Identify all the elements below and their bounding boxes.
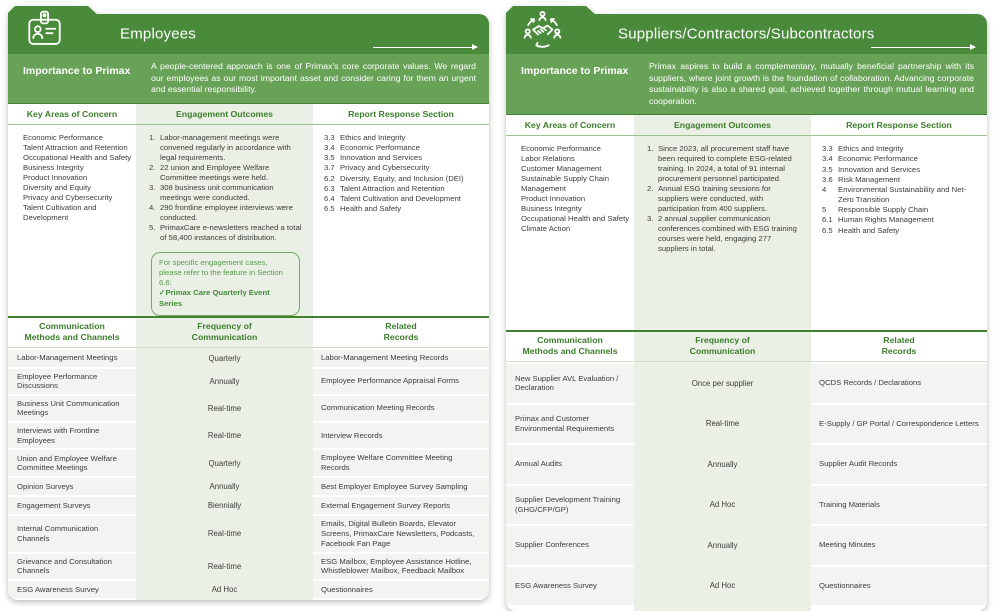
method-cell: Annual Audits [506, 445, 634, 484]
report-section-item [822, 165, 981, 175]
importance-text: A people-centered approach is one of Primax's core corporate values. We regard our employees as our most important asset and consider caring for them an urgent and essential responsibility. [151, 61, 476, 95]
report-section-item [324, 153, 483, 163]
employees-panel [8, 6, 489, 611]
report-section-number: 3.7 [324, 163, 335, 173]
report-section-label: Privacy and Cybersecurity [340, 163, 430, 173]
table-row [8, 450, 489, 476]
col-header-outcomes: Engagement Outcomes [673, 120, 772, 131]
report-section-item [324, 163, 483, 173]
key-areas-list [506, 136, 634, 330]
table-row [8, 369, 489, 394]
report-section-label: Innovation and Services [838, 164, 921, 174]
method-cell: ESG Awareness Survey [8, 581, 136, 598]
key-area-item: Talent Attraction and Retention [23, 143, 128, 152]
report-section-item [324, 184, 483, 194]
outcome-number: 2. [149, 163, 156, 172]
report-section-number: 5 [822, 205, 827, 215]
report-section-item [324, 143, 483, 153]
employees-header-bar [8, 14, 489, 54]
employees-panel-title: Employees [120, 25, 197, 43]
method-cell: Employee Performance Discussions [8, 369, 136, 394]
records-cell: Meeting Minutes [811, 526, 987, 565]
col-header-frequency: Frequency of Communication [191, 320, 258, 342]
table-row [8, 396, 489, 421]
method-cell: ESG Awareness Survey [506, 567, 634, 606]
outcome-item [149, 163, 302, 183]
employees-engagement-table [8, 103, 489, 316]
method-cell: Supplier Conferences [506, 526, 634, 565]
right-arrow-icon [373, 47, 477, 48]
method-cell: Supplier Development Training (GHG/CFP/GP) [506, 486, 634, 525]
key-area-item: Privacy and Cybersecurity [23, 193, 113, 202]
outcome-text: 22 union and Employee Welfare Committee meetings were held. [160, 163, 270, 182]
records-cell: Questionnaires [313, 581, 489, 598]
key-area-item: Economic Performance [23, 133, 103, 142]
suppliers-panel-title: Suppliers/Contractors/Subcontractors [618, 25, 875, 43]
frequency-cell: Quarterly [208, 353, 241, 363]
key-area-item: Product Innovation [23, 173, 88, 182]
suppliers-header-bar [506, 14, 987, 54]
table-row [8, 554, 489, 580]
report-section-item [822, 215, 981, 225]
engagement-table-body [8, 125, 489, 316]
outcome-item [647, 144, 800, 184]
records-cell: QCDS Records / Declarations [811, 364, 987, 403]
key-area-item: Climate Action [521, 224, 571, 234]
key-area-item: Occupational Health and Safety [521, 214, 630, 224]
report-section-label: Talent Attraction and Retention [340, 183, 445, 193]
table-row [8, 478, 489, 495]
table-row [506, 364, 987, 403]
key-area-item: Sustainable Supply Chain Management [521, 174, 610, 194]
outcome-number: 5. [149, 223, 156, 232]
method-cell: Interviews with Frontline Employees [8, 423, 136, 448]
report-section-item [822, 144, 981, 154]
report-section-item [324, 194, 483, 204]
engagement-callout [151, 252, 300, 316]
report-section-label: Innovation and Services [340, 153, 423, 163]
table-row [506, 405, 987, 444]
records-cell: Employee Welfare Committee Meeting Records [313, 450, 489, 476]
records-cell: Best Employer Employee Survey Sampling [313, 478, 489, 495]
table-row [8, 516, 489, 552]
outcome-number: 1. [647, 144, 654, 154]
report-section-label: Diversity, Equity, and Inclusion (DEI) [340, 173, 464, 183]
report-section-number: 3.3 [324, 133, 335, 142]
method-cell: Business Unit Communication Meetings [8, 396, 136, 421]
report-section-label: Health and Safety [838, 225, 900, 235]
outcome-item [647, 214, 800, 254]
report-section-number: 3.5 [822, 164, 833, 174]
method-cell: Internal Communication Channels [8, 516, 136, 552]
key-area-item: Occupational Health and Safety [23, 153, 132, 162]
col-header-report: Report Response Section [348, 109, 454, 119]
communication-table-header [8, 318, 489, 348]
outcome-item [149, 183, 302, 203]
frequency-cell: Real-time [207, 431, 242, 441]
records-cell: Questionnaires [811, 567, 987, 606]
records-cell: Interview Records [313, 423, 489, 448]
partnership-handshake-icon [521, 9, 564, 52]
report-section-item [324, 174, 483, 184]
key-area-item: Diversity and Equity [23, 183, 91, 192]
report-section-number: 6.5 [822, 225, 833, 235]
table-row [506, 567, 987, 606]
table-row [8, 350, 489, 367]
report-section-number: 3.4 [324, 143, 335, 153]
importance-label: Importance to Primax [521, 65, 629, 77]
importance-band [506, 54, 987, 114]
report-section-item [324, 204, 483, 214]
report-section-item [324, 133, 483, 143]
suppliers-panel [506, 6, 987, 611]
suppliers-card-body [506, 114, 987, 611]
method-cell: Grievance and Consultation Channels [8, 554, 136, 580]
outcomes-list [634, 136, 811, 330]
col-header-outcomes: Engagement Outcomes [175, 109, 274, 119]
col-header-key-areas: Key Areas of Concern [524, 120, 616, 131]
communication-rows [8, 348, 489, 599]
table-row [506, 486, 987, 525]
key-area-item: Labor Relations [521, 154, 575, 164]
table-row [506, 526, 987, 565]
frequency-cell: Annually [707, 459, 738, 469]
records-cell: Supplier Audit Records [811, 445, 987, 484]
suppliers-communication-table [506, 330, 987, 611]
method-cell: Labor-Management Meetings [8, 350, 136, 367]
suppliers-header [506, 6, 987, 54]
method-cell: Opinion Surveys [8, 478, 136, 495]
outcome-number: 3. [149, 183, 156, 192]
method-cell: Engagement Surveys [8, 497, 136, 514]
outcome-item [149, 203, 302, 223]
report-section-number: 3.4 [822, 154, 833, 164]
frequency-cell: Once per supplier [691, 378, 754, 388]
col-header-methods: Communication Methods and Channels [522, 335, 618, 357]
report-section-number: 6.2 [324, 173, 335, 183]
report-section-label: Economic Performance [340, 143, 420, 153]
records-cell: Emails, Digital Bulletin Boards, Elevator Screens, PrimaxCare Newsletters, Podcasts, Facebook Fan Page [313, 516, 489, 552]
frequency-cell: Biennially [207, 501, 242, 510]
frequency-cell: Ad Hoc [709, 500, 736, 510]
report-sections-list [811, 136, 987, 330]
report-section-item [822, 185, 981, 205]
report-section-item [822, 154, 981, 164]
col-header-report: Report Response Section [846, 120, 952, 131]
outcome-text: 308 business unit communication meetings were conducted. [160, 183, 274, 202]
col-header-records: Related Records [383, 320, 419, 342]
report-section-item [822, 175, 981, 185]
table-row [506, 445, 987, 484]
callout-highlight: ✓Primax Care Quarterly Event Series [159, 288, 270, 308]
method-cell: Primax and Customer Environmental Requirements [506, 405, 634, 444]
callout-text: For specific engagement cases, please refer to the feature in Section 6.6: [159, 258, 283, 288]
frequency-cell: Real-time [705, 419, 740, 429]
engagement-table-body [506, 136, 987, 330]
frequency-cell: Real-time [207, 403, 242, 413]
key-area-item: Business Integrity [521, 204, 582, 214]
suppliers-engagement-table [506, 114, 987, 330]
report-section-label: Ethics and Integrity [340, 133, 406, 142]
report-section-number: 3.6 [822, 174, 833, 184]
outcomes-items [149, 133, 302, 243]
report-section-item [822, 226, 981, 236]
importance-band [8, 54, 489, 103]
frequency-cell: Real-time [207, 561, 242, 571]
outcome-item [149, 223, 302, 243]
col-header-methods: Communication Methods and Channels [24, 320, 120, 342]
records-cell: ESG Mailbox, Employee Assistance Hotline, Whistleblower Mailbox, Feedback Mailbox [313, 554, 489, 580]
report-section-number: 6.5 [324, 204, 335, 214]
outcome-text: Annual ESG training sessions for suppliers were conducted, with participation from 400 suppliers. [658, 184, 771, 214]
importance-text: Primax aspires to build a complementary, mutually beneficial partnership with its suppliers, where joint growth is the foundation of collaboration. Advancing corporate sustainability is also a shared goal, achieved together through mutual learning and cooperation. [649, 61, 974, 106]
report-section-item [822, 205, 981, 215]
frequency-cell: Ad Hoc [709, 581, 736, 591]
key-areas-list [8, 125, 136, 316]
employees-communication-table [8, 316, 489, 600]
outcome-text: Labor-management meetings were convened regularly in accordance with legal requirements. [160, 133, 291, 162]
col-header-frequency: Frequency of Communication [689, 335, 756, 357]
key-area-item: Business Integrity [23, 163, 84, 172]
engagement-table-header [506, 114, 987, 136]
outcome-text: 290 frontline employee interviews were conducted. [160, 203, 293, 222]
records-cell: Training Materials [811, 486, 987, 525]
records-cell: External Engagement Survey Reports [313, 497, 489, 514]
frequency-cell: Quarterly [208, 458, 241, 468]
employees-card-body [8, 103, 489, 600]
key-area-item: Talent Cultivation and Development [23, 203, 97, 222]
outcome-text: PrimaxCare e-newsletters reached a total of 58,400 instances of distribution. [160, 223, 302, 242]
records-cell: Employee Performance Appraisal Forms [313, 369, 489, 394]
table-row [8, 581, 489, 598]
employees-header [8, 6, 489, 54]
outcome-number: 2. [647, 184, 654, 194]
frequency-cell: Annually [209, 376, 240, 386]
col-header-records: Related Records [881, 335, 917, 357]
method-cell: Union and Employee Welfare Committee Meetings [8, 450, 136, 476]
report-section-label: Talent Cultivation and Development [340, 193, 461, 203]
records-cell: Communication Meeting Records [313, 396, 489, 421]
report-section-number: 4 [822, 184, 827, 194]
report-section-number: 6.4 [324, 193, 335, 203]
report-section-label: Ethics and Integrity [838, 144, 904, 154]
report-section-label: Environmental Sustainability and Net-Zero Transition [838, 184, 967, 205]
report-section-number: 3.3 [822, 144, 833, 154]
table-row [8, 423, 489, 448]
outcome-number: 4. [149, 203, 156, 212]
method-cell: New Supplier AVL Evaluation / Declaration [506, 364, 634, 403]
report-section-label: Health and Safety [340, 204, 402, 214]
importance-label: Importance to Primax [23, 65, 131, 77]
report-section-number: 3.5 [324, 153, 335, 163]
report-section-label: Responsible Supply Chain [838, 205, 929, 215]
communication-rows [506, 362, 987, 605]
frequency-cell: Annually [209, 482, 240, 491]
key-area-item: Product Innovation [521, 194, 586, 204]
engagement-table-header [8, 103, 489, 125]
col-header-key-areas: Key Areas of Concern [26, 109, 118, 119]
frequency-cell: Annually [707, 540, 738, 550]
report-section-number: 6.1 [822, 215, 833, 225]
key-area-item: Economic Performance [521, 144, 601, 154]
report-section-label: Risk Management [838, 174, 900, 184]
report-section-number: 6.3 [324, 183, 335, 193]
right-arrow-icon [871, 47, 975, 48]
outcome-text: Since 2023, all procurement staff have been required to complete ESG-related training. In 2024, a total of 91 internal procurement personnel participated. [658, 144, 792, 184]
outcomes-list [136, 125, 313, 316]
outcome-item [647, 184, 800, 214]
outcome-item [149, 133, 302, 163]
records-cell: Labor-Management Meeting Records [313, 350, 489, 367]
outcome-number: 3. [647, 214, 654, 224]
report-section-label: Economic Performance [838, 154, 918, 164]
table-row [8, 497, 489, 514]
report-sections-list [313, 125, 489, 316]
frequency-cell: Ad Hoc [211, 585, 238, 595]
communication-table-header [506, 332, 987, 362]
id-badge-icon [23, 9, 66, 52]
frequency-cell: Real-time [207, 529, 242, 539]
outcome-number: 1. [149, 133, 156, 142]
outcome-text: 2 annual supplier communication conferences combined with ESG training courses were held, engaging 277 suppliers in total. [658, 214, 797, 254]
records-cell: E-Supply / GP Portal / Correspondence Letters [811, 405, 987, 444]
key-area-item: Customer Management [521, 164, 602, 174]
report-section-label: Human Rights Management [838, 215, 934, 225]
